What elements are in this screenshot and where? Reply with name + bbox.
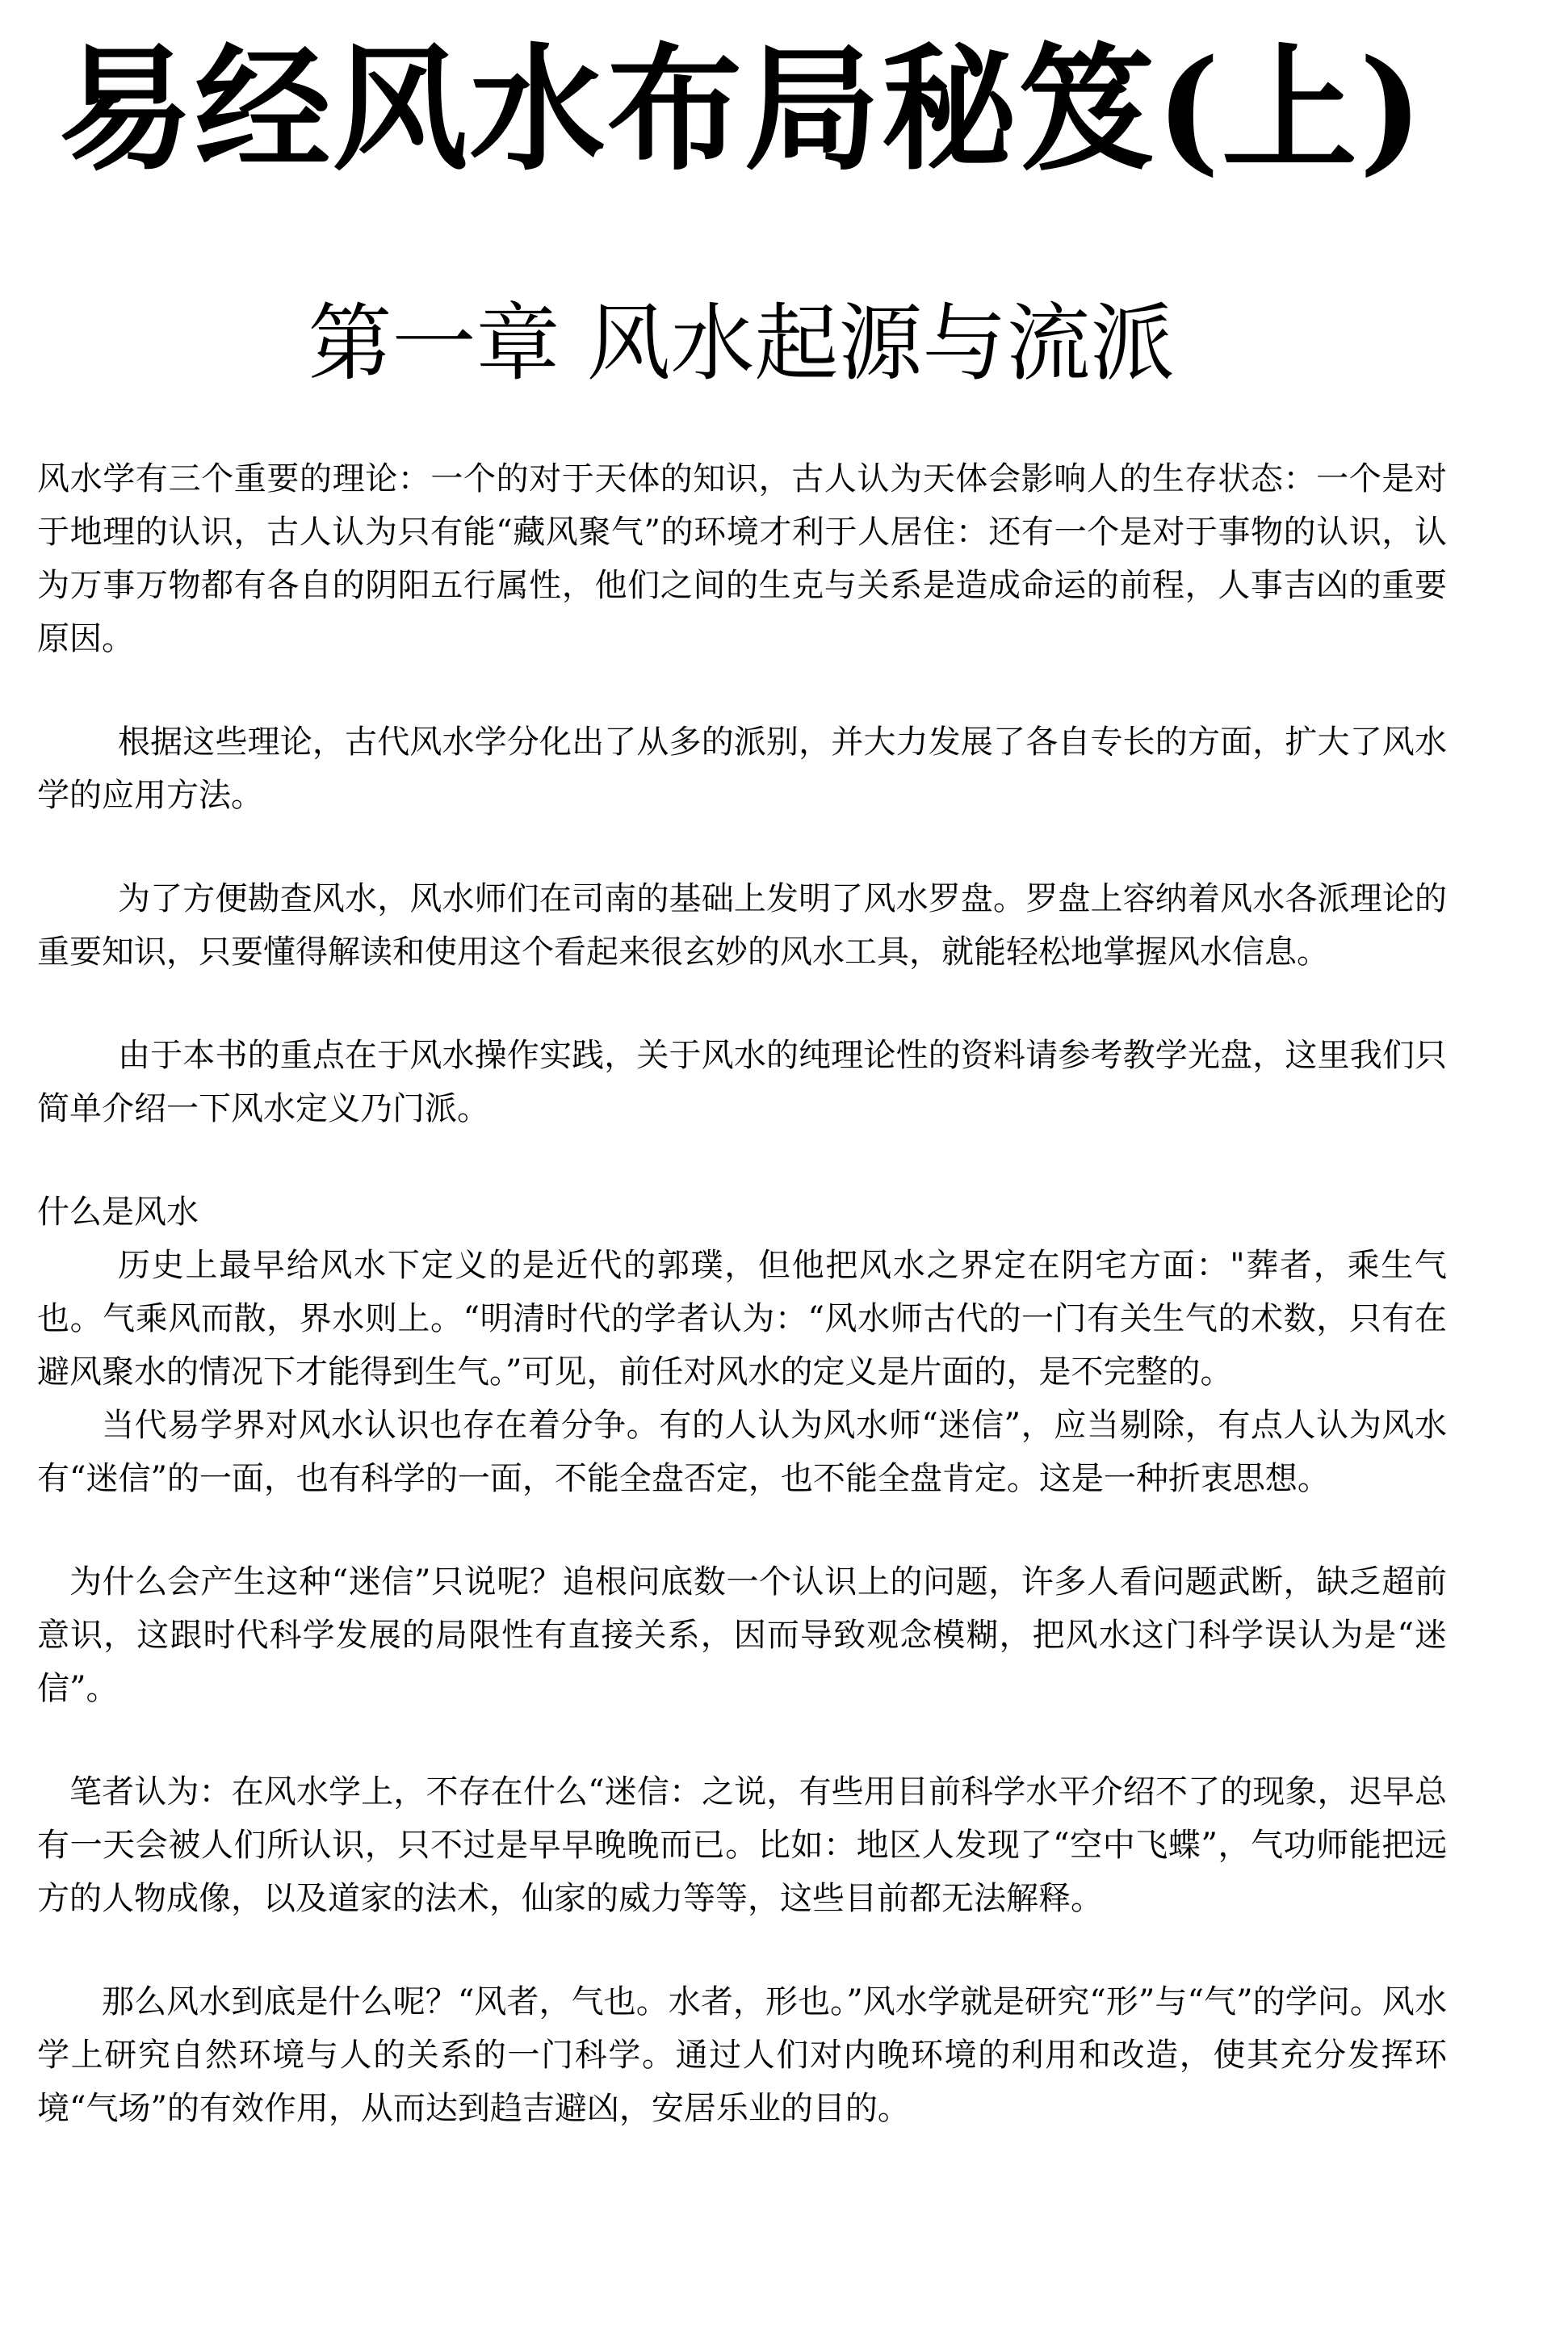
book-title: 易经风水布局秘笈(上)	[57, 29, 1425, 189]
paragraph-superstition: 为什么会产生这种“迷信”只说呢？追根问底数一个认识上的问题，许多人看问题武断，缺乏超前意识，这跟时代科学发展的局限性有直接关系，因而导致观念模糊，把风水这门科学误认为是“迷信”。	[37, 1563, 1447, 1707]
paragraph-theories: 风水学有三个重要的理论：一个的对于天体的知识，古人认为天体会影响人的生存状态：一个是对于地理的认识，古人认为只有能“藏风聚气”的环境才利于人居住：还有一个是对于事物的认识，认为万事万物都有各自的阴阳五行属性，他们之间的生克与关系是造成命运的前程，人事吉凶的重要原因。	[37, 460, 1447, 657]
paragraph-history: 历史上最早给风水下定义的是近代的郭璞，但他把风水之界定在阴宅方面："葬者，乘生气也。气乘风而散，界水则上。“明清时代的学者认为：“风水师古代的一门有关生气的术数，只有在避风聚水的情况下才能得到生气。”可见，前任对风水的定义是片面的，是不完整的。	[37, 1247, 1447, 1391]
paragraph-definition: 那么风水到底是什么呢？“风者，气也。水者，形也。”风水学就是研究“形”与“气”的学问。风水学上研究自然环境与人的关系的一门科学。通过人们对内晚环境的利用和改造，使其充分发挥环境“气场”的有效作用，从而达到趋吉避凶，安居乐业的目的。	[37, 1983, 1447, 2127]
chapter-heading: 第一章 风水起源与流派	[308, 294, 1175, 392]
paragraph-compass: 为了方便勘查风水，风水师们在司南的基础上发明了风水罗盘。罗盘上容纳着风水各派理论的重要知识，只要懂得解读和使用这个看起来很玄妙的风水工具，就能轻松地掌握风水信息。	[37, 880, 1447, 971]
section-heading-what-is-fengshui: 什么是风水	[37, 1194, 199, 1231]
body-text	[37, 452, 1447, 2135]
paragraph-schools: 根据这些理论，古代风水学分化出了从多的派别，并大力发展了各自专长的方面，扩大了风水学的应用方法。	[37, 724, 1447, 814]
paragraph-book-focus: 由于本书的重点在于风水操作实践，关于风水的纯理论性的资料请参考教学光盘，这里我们只简单介绍一下风水定义乃门派。	[37, 1037, 1447, 1127]
paragraph-modern-debate: 当代易学界对风水认识也存在着分争。有的人认为风水师“迷信”，应当剔除，有点人认为风水有“迷信”的一面，也有科学的一面，不能全盘否定，也不能全盘肯定。这是一种折衷思想。	[37, 1407, 1447, 1497]
paragraph-author-view: 笔者认为：在风水学上，不存在什么“迷信：之说，有些用目前科学水平介绍不了的现象，迟早总有一天会被人们所认识，只不过是早早晚晚而已。比如：地区人发现了“空中飞蝶”，气功师能把远方的人物成像，以及道家的法术，仙家的威力等等，这些目前都无法解释。	[37, 1773, 1447, 1917]
